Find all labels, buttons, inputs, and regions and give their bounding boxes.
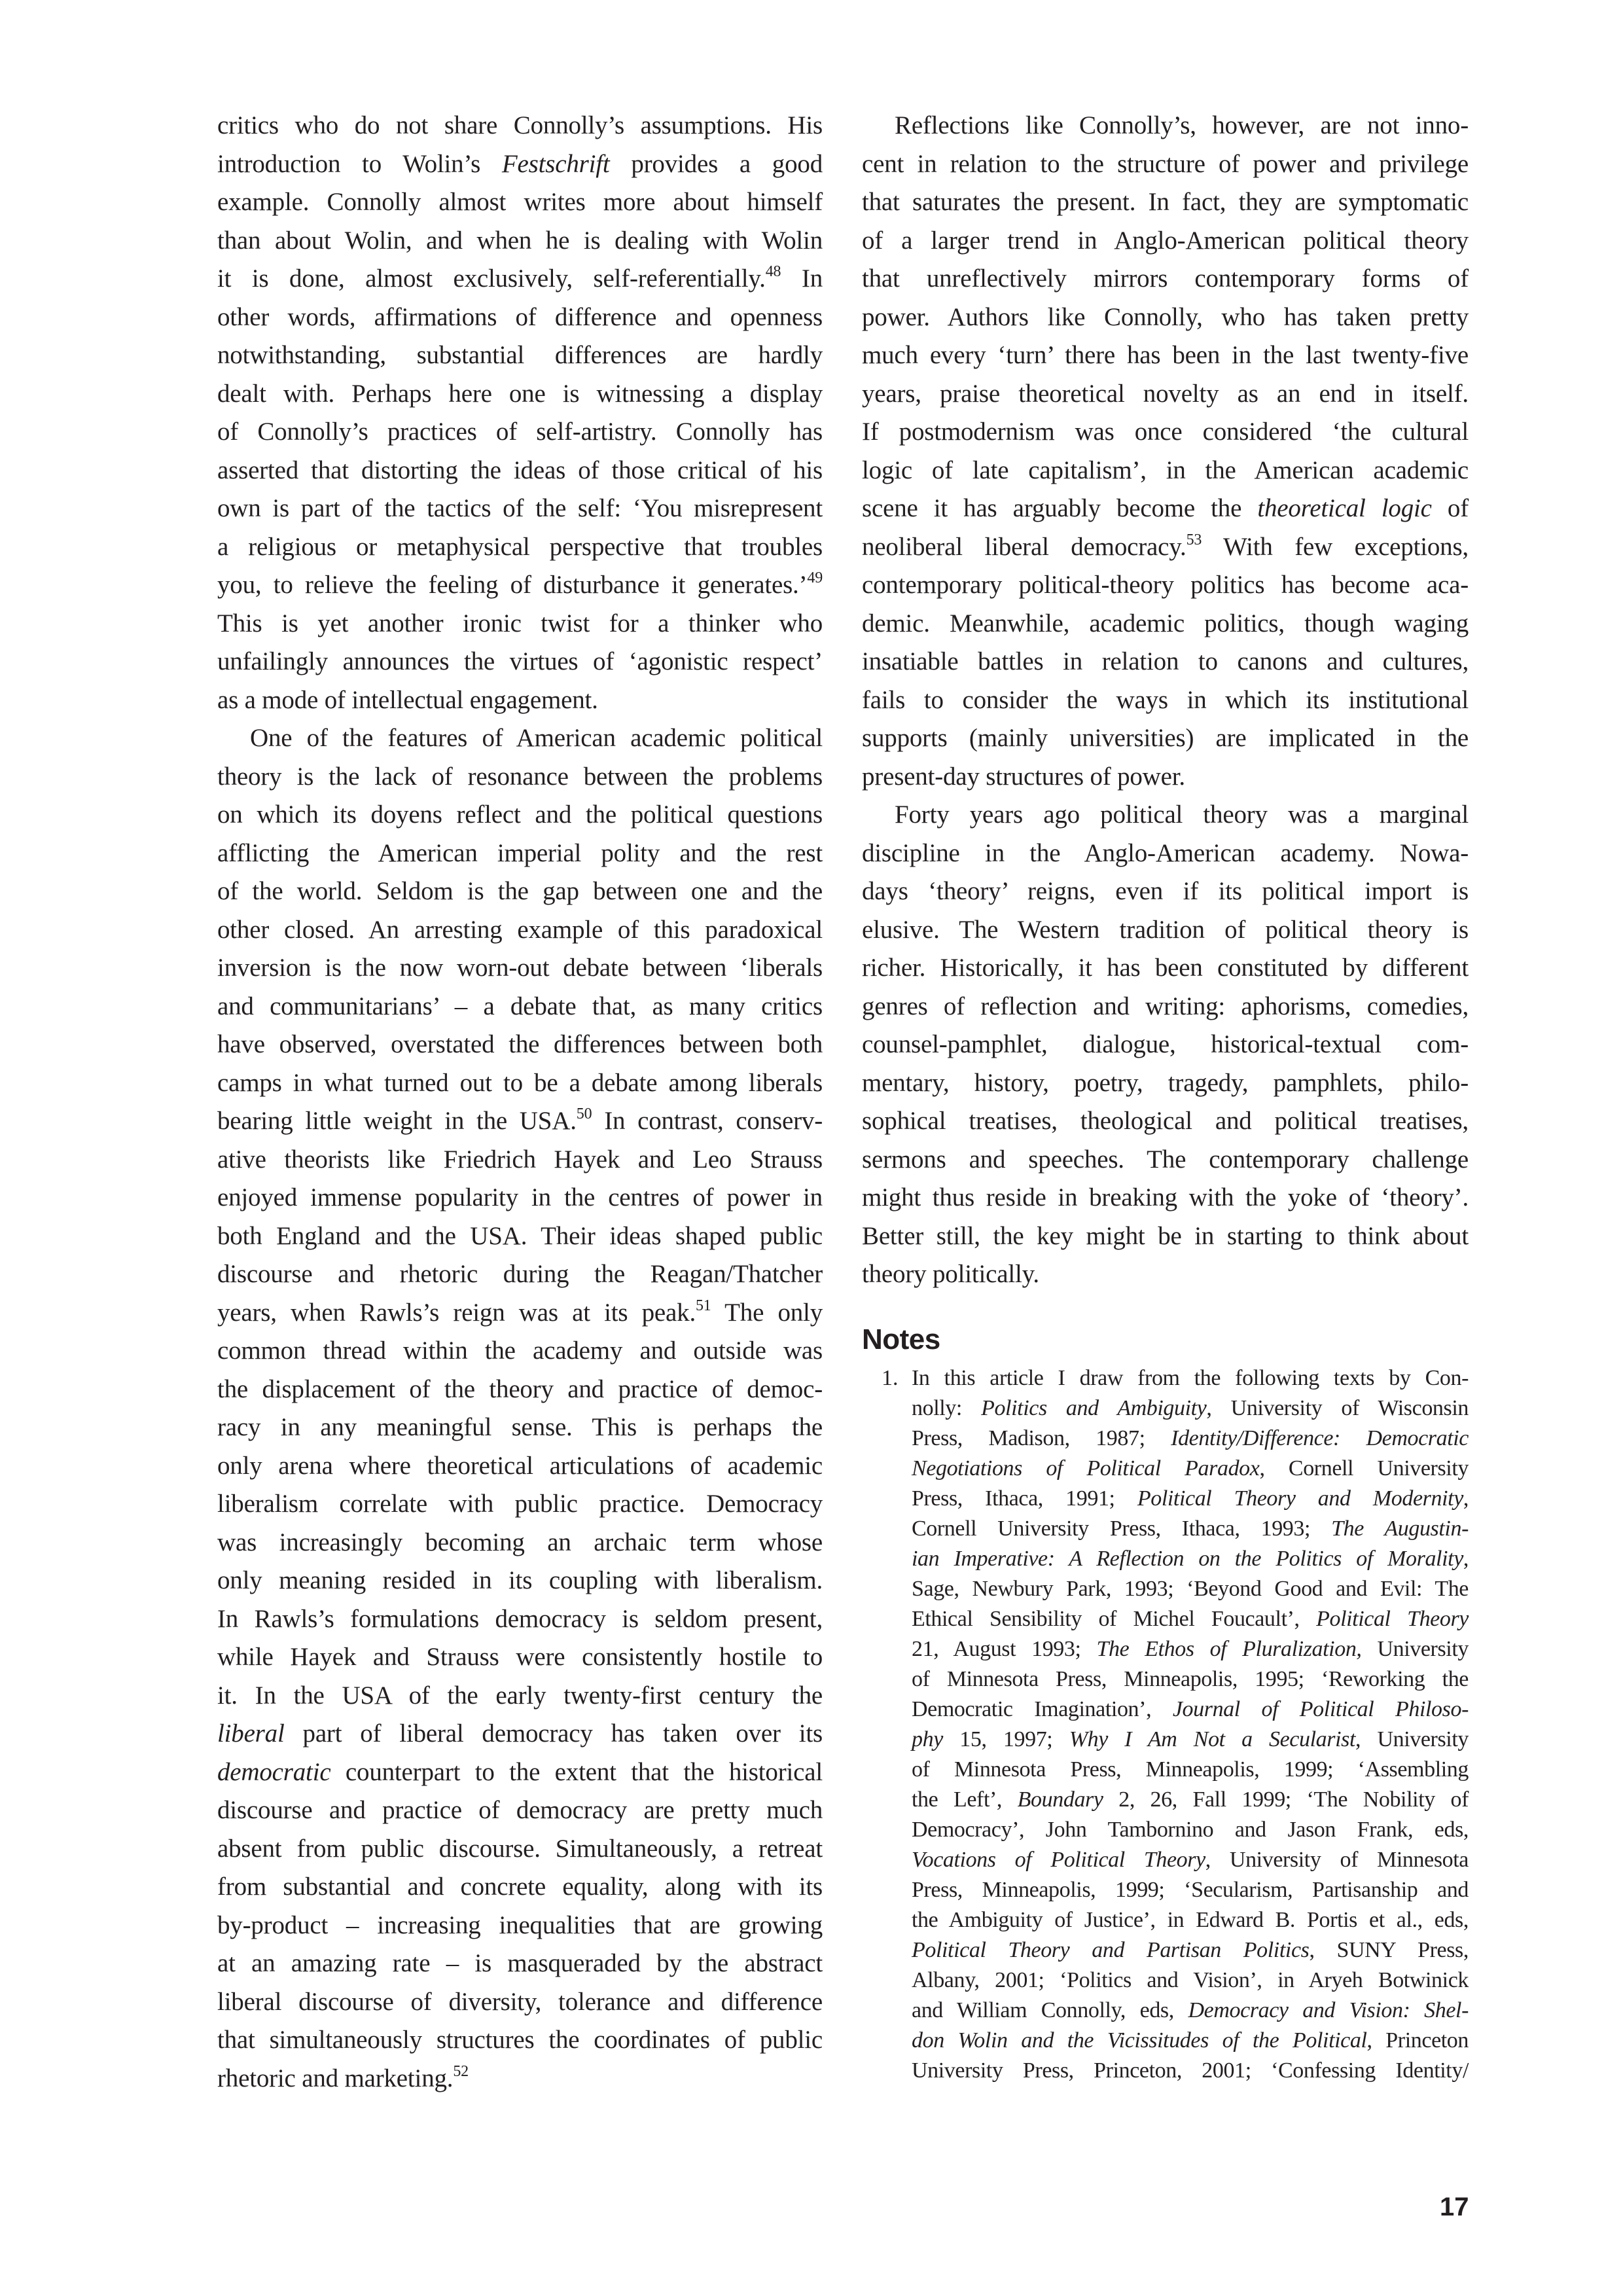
text-run: racy in any meaningful sense. This is perhaps the bbox=[217, 1413, 823, 1441]
italic-title: Negotiations of Political Paradox bbox=[912, 1456, 1260, 1480]
text-line bbox=[217, 2060, 823, 2098]
text-line bbox=[912, 1725, 1469, 1755]
text-run: In Rawls’s formulations democracy is seldom present, bbox=[217, 1604, 823, 1633]
text-line bbox=[217, 566, 823, 605]
text-line bbox=[862, 988, 1469, 1026]
text-run: richer. Historically, it has been constituted by different bbox=[862, 954, 1469, 982]
text-line bbox=[217, 681, 823, 720]
text-run: , University bbox=[1355, 1727, 1469, 1751]
text-run: liberal discourse of diversity, tolerance and difference bbox=[217, 1987, 823, 2016]
text-run: and William Connolly, eds, bbox=[912, 1998, 1188, 2022]
italic-title: Festschrift bbox=[501, 149, 610, 178]
text-run: notwithstanding, substantial differences are hardly bbox=[217, 341, 823, 369]
text-line bbox=[217, 1753, 823, 1792]
text-line bbox=[217, 222, 823, 260]
notes-heading: Notes bbox=[862, 1323, 940, 1355]
text-line bbox=[217, 2021, 823, 2060]
text-line bbox=[217, 1064, 823, 1103]
text-run: 21, August 1993; bbox=[912, 1637, 1097, 1661]
text-line bbox=[912, 1634, 1469, 1664]
left-text-column bbox=[217, 107, 823, 2098]
text-line bbox=[862, 758, 1469, 797]
text-line bbox=[217, 107, 823, 145]
note-number: 1. bbox=[882, 1366, 899, 1390]
italic-title: The Augustin- bbox=[1331, 1516, 1469, 1541]
text-line bbox=[217, 758, 823, 797]
text-run: it is done, almost exclusively, self-referentially. bbox=[217, 264, 766, 293]
text-line bbox=[862, 796, 1469, 834]
text-line bbox=[862, 1217, 1469, 1256]
text-line bbox=[217, 336, 823, 375]
text-line bbox=[217, 1408, 823, 1447]
text-run: 2, 26, Fall 1999; ‘The Nobility of bbox=[1103, 1787, 1469, 1812]
note-text bbox=[912, 1363, 1469, 2086]
italic-title: liberal bbox=[217, 1719, 285, 1748]
text-line bbox=[862, 298, 1469, 337]
text-line bbox=[217, 1677, 823, 1715]
text-run: genres of reflection and writing: aphorisms, comedies, bbox=[862, 992, 1469, 1020]
text-run: enjoyed immense popularity in the centres of power in bbox=[217, 1183, 823, 1211]
italic-title: theoretical logic bbox=[1257, 494, 1432, 522]
text-run: theory politically. bbox=[862, 1260, 1039, 1288]
text-run: of Minnesota Press, Minneapolis, 1995; ‘Reworking the bbox=[912, 1667, 1469, 1691]
italic-title: Political Theory bbox=[1316, 1607, 1469, 1631]
text-line bbox=[862, 183, 1469, 222]
text-run: other closed. An arresting example of this paradoxical bbox=[217, 915, 823, 944]
text-run: counterpart to the extent that the historical bbox=[330, 1757, 823, 1786]
text-run: that saturates the present. In fact, they are symptomatic bbox=[862, 188, 1469, 216]
text-line bbox=[862, 490, 1469, 528]
text-run: that simultaneously structures the coordinates of public bbox=[217, 2026, 823, 2054]
text-run: critics who do not share Connolly’s assumptions. His bbox=[217, 111, 823, 139]
text-run: nolly: bbox=[912, 1396, 982, 1420]
text-line bbox=[862, 222, 1469, 260]
text-line bbox=[217, 1485, 823, 1524]
text-line bbox=[912, 1363, 1469, 1393]
text-run: of Minnesota Press, Minneapolis, 1999; ‘Assembling bbox=[912, 1757, 1469, 1782]
text-run: counsel-pamphlet, dialogue, historical-textual com- bbox=[862, 1030, 1469, 1058]
text-run: have observed, overstated the differences between both bbox=[217, 1030, 823, 1058]
text-line bbox=[217, 1907, 823, 1945]
text-line bbox=[217, 911, 823, 950]
text-run: own is part of the tactics of the self: ‘You misrepresent bbox=[217, 494, 823, 522]
text-run: inversion is the now worn-out debate between ‘liberals bbox=[217, 954, 823, 982]
text-line bbox=[217, 1562, 823, 1600]
text-run: The only bbox=[711, 1298, 823, 1327]
text-run: theory is the lack of resonance between the problems bbox=[217, 762, 823, 791]
text-line bbox=[217, 796, 823, 834]
text-run: discourse and rhetoric during the Reagan/Thatcher bbox=[217, 1260, 823, 1288]
text-run: , University of Wisconsin bbox=[1206, 1396, 1469, 1420]
text-line bbox=[217, 643, 823, 681]
text-run: insatiable battles in relation to canons and cultures, bbox=[862, 647, 1469, 675]
text-run: Albany, 2001; ‘Politics and Vision’, in Aryeh Botwinick bbox=[912, 1968, 1469, 1992]
text-run: Cornell University Press, Ithaca, 1993; bbox=[912, 1516, 1332, 1541]
text-run: liberalism correlate with public practice. Democracy bbox=[217, 1490, 823, 1518]
text-line bbox=[912, 1604, 1469, 1634]
text-line bbox=[217, 1945, 823, 1983]
text-line bbox=[217, 949, 823, 988]
text-line bbox=[217, 1830, 823, 1869]
text-run: other words, affirmations of difference and openness bbox=[217, 302, 823, 331]
text-run: much every ‘turn’ there has been in the last twenty-five bbox=[862, 341, 1469, 369]
text-run: of a larger trend in Anglo-American political theory bbox=[862, 226, 1469, 255]
text-run: supports (mainly universities) are implicated in the bbox=[862, 724, 1469, 752]
text-run: of Connolly’s practices of self-artistry. Connolly has bbox=[217, 418, 823, 446]
text-line bbox=[217, 1524, 823, 1562]
text-run: part of liberal democracy has taken over its bbox=[284, 1719, 823, 1748]
text-run: mentary, history, poetry, tragedy, pamphlets, philo- bbox=[862, 1068, 1469, 1097]
text-run: the Left’, bbox=[912, 1787, 1018, 1812]
text-line bbox=[862, 566, 1469, 605]
text-run: demic. Meanwhile, academic politics, though waging bbox=[862, 609, 1469, 637]
italic-title: Political Theory and Partisan Politics bbox=[912, 1938, 1310, 1962]
text-line bbox=[912, 1905, 1469, 1935]
text-run: , Cornell University bbox=[1259, 1456, 1469, 1480]
text-line bbox=[912, 1424, 1469, 1454]
italic-title: Vocations of Political Theory bbox=[912, 1848, 1205, 1872]
text-run: on which its doyens reflect and the political questions bbox=[217, 800, 823, 829]
text-run: absent from public discourse. Simultaneously, a retreat bbox=[217, 1834, 823, 1863]
text-line bbox=[912, 1514, 1469, 1544]
text-run: camps in what turned out to be a debate among liberals bbox=[217, 1068, 823, 1097]
text-run: years, when Rawls’s reign was at its peak. bbox=[217, 1298, 696, 1327]
text-line bbox=[217, 145, 823, 184]
text-line bbox=[217, 605, 823, 643]
text-run: it. In the USA of the early twenty-first century the bbox=[217, 1681, 823, 1710]
text-line bbox=[862, 107, 1469, 145]
text-run: In contrast, conserv- bbox=[592, 1107, 823, 1135]
text-line bbox=[217, 298, 823, 337]
italic-title: ian Imperative: A Reflection on the Politics of Morality bbox=[912, 1547, 1463, 1571]
text-line bbox=[862, 1255, 1469, 1294]
text-run: introduction to Wolin’s bbox=[217, 149, 502, 178]
text-line bbox=[217, 1217, 823, 1256]
text-line bbox=[862, 528, 1469, 567]
text-run: Reflections like Connolly’s, however, are not inno- bbox=[895, 111, 1469, 139]
text-line bbox=[217, 1447, 823, 1486]
italic-title: Journal of Political Philoso- bbox=[1172, 1697, 1469, 1721]
text-line bbox=[217, 528, 823, 567]
text-line bbox=[217, 1791, 823, 1830]
text-line bbox=[912, 1875, 1469, 1905]
text-run: unfailingly announces the virtues of ‘agonistic respect’ bbox=[217, 647, 823, 675]
italic-title: Democracy and Vision: Shel- bbox=[1188, 1998, 1469, 2022]
text-run: sophical treatises, theological and political treatises, bbox=[862, 1107, 1469, 1135]
text-run: discourse and practice of democracy are pretty much bbox=[217, 1796, 823, 1824]
text-run: Sage, Newbury Park, 1993; ‘Beyond Good and Evil: The bbox=[912, 1577, 1469, 1601]
text-run: at an amazing rate – is masqueraded by the abstract bbox=[217, 1949, 823, 1977]
text-line bbox=[912, 1755, 1469, 1785]
text-run: University Press, Princeton, 2001; ‘Confessing Identity/ bbox=[912, 2058, 1469, 2083]
text-run: you, to relieve the feeling of disturbance it generates.’ bbox=[217, 571, 808, 599]
text-run: was increasingly becoming an archaic term whose bbox=[217, 1528, 823, 1556]
text-run: power. Authors like Connolly, who has taken pretty bbox=[862, 302, 1469, 331]
text-run: 15, 1997; bbox=[942, 1727, 1069, 1751]
text-run: only arena where theoretical articulations of academic bbox=[217, 1451, 823, 1480]
text-line bbox=[217, 1179, 823, 1217]
text-line bbox=[912, 1965, 1469, 1996]
text-run: contemporary political-theory politics has become aca- bbox=[862, 571, 1469, 599]
text-line bbox=[862, 452, 1469, 490]
page-number: 17 bbox=[1440, 2193, 1469, 2221]
text-line bbox=[862, 145, 1469, 184]
footnote-reference: 49 bbox=[807, 569, 823, 586]
text-line bbox=[912, 1484, 1469, 1514]
text-run: University bbox=[1361, 1637, 1469, 1661]
text-run: ative theorists like Friedrich Hayek and Leo Strauss bbox=[217, 1145, 823, 1174]
text-line bbox=[217, 1868, 823, 1907]
text-line bbox=[912, 1544, 1469, 1574]
text-line bbox=[862, 260, 1469, 298]
text-run: might thus reside in breaking with the yoke of ‘theory’. bbox=[862, 1183, 1469, 1211]
text-line bbox=[217, 719, 823, 758]
text-run: Forty years ago political theory was a marginal bbox=[895, 800, 1469, 829]
text-line bbox=[862, 1179, 1469, 1217]
text-run: In bbox=[781, 264, 823, 293]
text-run: Press, Madison, 1987; bbox=[912, 1426, 1171, 1450]
text-run: the Ambiguity of Justice’, in Edward B. Portis et al., eds, bbox=[912, 1908, 1469, 1932]
text-run: Press, Ithaca, 1991; bbox=[912, 1486, 1137, 1511]
text-run: cent in relation to the structure of power and privilege bbox=[862, 149, 1469, 178]
text-run: fails to consider the ways in which its institutional bbox=[862, 685, 1469, 714]
text-run: , bbox=[1463, 1547, 1469, 1571]
right-text-column bbox=[862, 107, 1469, 1294]
text-run: logic of late capitalism’, in the American academic bbox=[862, 456, 1469, 484]
text-run: afflicting the American imperial polity and the rest bbox=[217, 838, 823, 867]
footnote-reference: 51 bbox=[696, 1297, 711, 1314]
text-line bbox=[912, 1695, 1469, 1725]
italic-title: Politics and Ambiguity bbox=[981, 1396, 1207, 1420]
text-line bbox=[912, 1845, 1469, 1875]
text-line bbox=[862, 1064, 1469, 1103]
text-line bbox=[217, 375, 823, 414]
text-run: neoliberal liberal democracy. bbox=[862, 532, 1186, 561]
italic-title: democratic bbox=[217, 1757, 331, 1786]
text-line bbox=[862, 605, 1469, 643]
text-run: than about Wolin, and when he is dealing with Wolin bbox=[217, 226, 823, 255]
text-line bbox=[217, 1141, 823, 1179]
text-line bbox=[912, 1454, 1469, 1484]
text-line bbox=[217, 988, 823, 1026]
text-line bbox=[217, 413, 823, 452]
text-run: dealt with. Perhaps here one is witnessing a display bbox=[217, 379, 823, 408]
italic-title: Identity/Difference: Democratic bbox=[1171, 1426, 1469, 1450]
text-run: discipline in the Anglo-American academy. Nowa- bbox=[862, 838, 1469, 867]
text-line bbox=[912, 1664, 1469, 1695]
footnote-reference: 53 bbox=[1186, 531, 1202, 548]
text-run: the displacement of the theory and practice of democ- bbox=[217, 1374, 823, 1403]
text-run: that unreflectively mirrors contemporary forms of bbox=[862, 264, 1469, 293]
text-run: , Princeton bbox=[1366, 2028, 1469, 2053]
text-run: Democracy’, John Tambornino and Jason Frank, eds, bbox=[912, 1818, 1469, 1842]
text-run: In this article I draw from the following texts by Con- bbox=[912, 1366, 1469, 1390]
text-run: Democratic Imagination’, bbox=[912, 1697, 1173, 1721]
text-line bbox=[912, 2056, 1469, 2086]
text-line bbox=[912, 1815, 1469, 1845]
text-run: With few exceptions, bbox=[1202, 532, 1469, 561]
text-line bbox=[217, 1638, 823, 1677]
text-line bbox=[862, 834, 1469, 873]
text-run: Press, Minneapolis, 1999; ‘Secularism, Partisanship and bbox=[912, 1878, 1469, 1902]
text-line bbox=[217, 1294, 823, 1333]
italic-title: don Wolin and the Vicissitudes of the Political bbox=[912, 2028, 1367, 2053]
italic-title: Why I Am Not a Secularist bbox=[1069, 1727, 1355, 1751]
text-line bbox=[217, 834, 823, 873]
text-run: bearing little weight in the USA. bbox=[217, 1107, 577, 1135]
text-run: rhetoric and marketing. bbox=[217, 2064, 454, 2092]
italic-title: Political Theory and Modernity bbox=[1137, 1486, 1463, 1511]
text-run: while Hayek and Strauss were consistently hostile to bbox=[217, 1643, 823, 1671]
text-run: This is yet another ironic twist for a thinker who bbox=[217, 609, 823, 637]
text-run: present-day structures of power. bbox=[862, 762, 1185, 791]
text-line bbox=[862, 413, 1469, 452]
text-line bbox=[912, 2026, 1469, 2056]
text-line bbox=[912, 1393, 1469, 1424]
text-run: Ethical Sensibility of Michel Foucault’, bbox=[912, 1607, 1317, 1631]
text-line bbox=[862, 1141, 1469, 1179]
footnote-reference: 50 bbox=[576, 1105, 592, 1122]
italic-title: Boundary bbox=[1017, 1787, 1103, 1812]
text-line bbox=[217, 260, 823, 298]
text-run: of the world. Seldom is the gap between one and the bbox=[217, 877, 823, 905]
text-run: asserted that distorting the ideas of those critical of his bbox=[217, 456, 823, 484]
text-run: of bbox=[1431, 494, 1469, 522]
text-run: from substantial and concrete equality, along with its bbox=[217, 1873, 823, 1901]
italic-title: The Ethos of Pluralization, bbox=[1096, 1637, 1362, 1661]
text-line bbox=[862, 336, 1469, 375]
text-run: scene it has arguably become the bbox=[862, 494, 1258, 522]
text-run: , bbox=[1463, 1486, 1469, 1511]
text-line bbox=[217, 1255, 823, 1294]
text-run: a religious or metaphysical perspective that troubles bbox=[217, 532, 823, 561]
text-line bbox=[912, 1574, 1469, 1604]
text-run: both England and the USA. Their ideas shaped public bbox=[217, 1221, 823, 1250]
text-run: as a mode of intellectual engagement. bbox=[217, 685, 598, 714]
text-run: and communitarians’ – a debate that, as many critics bbox=[217, 992, 823, 1020]
text-line bbox=[217, 490, 823, 528]
text-line bbox=[862, 1102, 1469, 1141]
text-line bbox=[217, 183, 823, 222]
text-run: sermons and speeches. The contemporary challenge bbox=[862, 1145, 1469, 1174]
text-line bbox=[217, 872, 823, 911]
text-run: If postmodernism was once considered ‘the cultural bbox=[862, 418, 1469, 446]
text-line bbox=[912, 1996, 1469, 2026]
text-run: provides a good bbox=[609, 149, 823, 178]
text-run: common thread within the academy and outside was bbox=[217, 1336, 823, 1365]
text-run: Better still, the key might be in starting to think about bbox=[862, 1221, 1469, 1250]
text-line bbox=[862, 872, 1469, 911]
text-line bbox=[217, 1715, 823, 1753]
text-line bbox=[217, 1983, 823, 2022]
text-run: years, praise theoretical novelty as an end in itself. bbox=[862, 379, 1469, 408]
text-line bbox=[217, 1332, 823, 1371]
text-line bbox=[912, 1785, 1469, 1815]
text-line bbox=[862, 681, 1469, 720]
footnote-reference: 52 bbox=[453, 2062, 469, 2080]
text-line bbox=[862, 375, 1469, 414]
text-run: by-product – increasing inequalities that are growing bbox=[217, 1910, 823, 1939]
text-run: only meaning resided in its coupling with liberalism. bbox=[217, 1566, 823, 1594]
text-line bbox=[217, 452, 823, 490]
text-run: , SUNY Press, bbox=[1309, 1938, 1469, 1962]
text-line bbox=[862, 719, 1469, 758]
text-line bbox=[217, 1600, 823, 1639]
text-line bbox=[862, 1026, 1469, 1064]
text-run: , University of Minnesota bbox=[1205, 1848, 1469, 1872]
footnote-reference: 48 bbox=[765, 263, 781, 280]
text-run: One of the features of American academic political bbox=[250, 724, 823, 752]
text-run: elusive. The Western tradition of political theory is bbox=[862, 915, 1469, 944]
text-line bbox=[862, 949, 1469, 988]
text-line bbox=[217, 1102, 823, 1141]
text-line bbox=[862, 643, 1469, 681]
text-run: days ‘theory’ reigns, even if its political import is bbox=[862, 877, 1469, 905]
text-line bbox=[217, 1026, 823, 1064]
text-line bbox=[217, 1371, 823, 1409]
text-line bbox=[862, 911, 1469, 950]
text-run: example. Connolly almost writes more about himself bbox=[217, 188, 823, 216]
text-line bbox=[912, 1935, 1469, 1965]
italic-title: phy bbox=[912, 1727, 943, 1751]
